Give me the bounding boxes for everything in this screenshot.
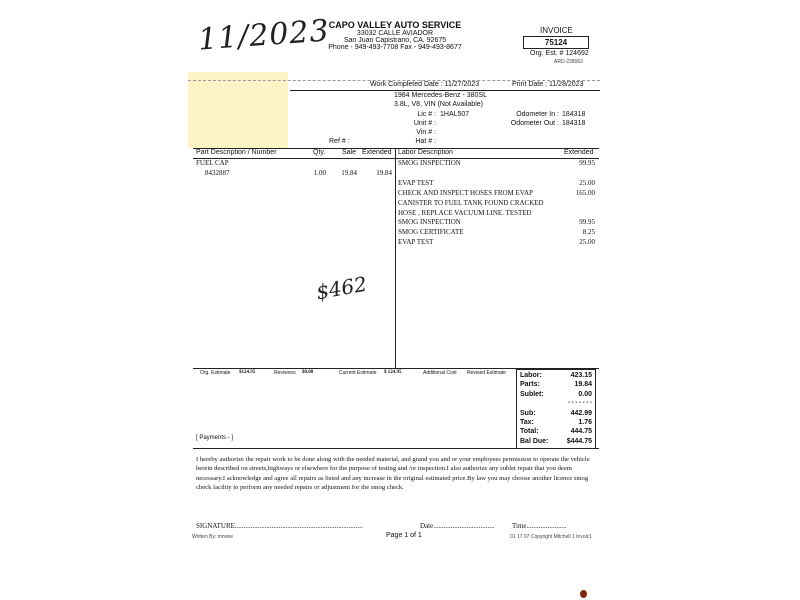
tax-label: Tax: xyxy=(520,419,534,426)
sublet-total-label: Sublet: xyxy=(520,391,544,398)
labor-desc: SMOG INSPECTION xyxy=(398,159,461,167)
parts-total-value: 19.84 xyxy=(574,381,592,388)
shop-address-2: San Juan Capistrano, CA. 92675 xyxy=(343,37,447,44)
labor-desc: CHECK AND INSPECT HOSES FROM EVAP xyxy=(398,189,533,197)
lic-value: 1HAL507 xyxy=(440,111,470,118)
print-date: Print Date : 11/28/2023 xyxy=(512,81,584,88)
labor-ext: 99.95 xyxy=(579,159,595,167)
divider xyxy=(290,90,600,91)
labor-desc: CANISTER TO FUEL TANK FOUND CRACKED xyxy=(398,199,544,207)
vehicle-model: 1984 Mercedes-Benz - 380SL xyxy=(394,92,487,99)
labor-ext: 165.00 xyxy=(575,189,595,197)
handwritten-date: 11/2023 xyxy=(196,13,331,58)
labor-ext: 99.95 xyxy=(579,218,595,226)
labor-total-value: 423.15 xyxy=(570,372,592,379)
time-line: Time....................... xyxy=(512,522,567,530)
tax-value: 1.76 xyxy=(578,419,592,426)
labor-desc: SMOG INSPECTION xyxy=(398,218,461,226)
page-number: Page 1 of 1 xyxy=(386,532,422,539)
labor-header-ext: Extended xyxy=(564,149,594,156)
part-sale: 19.84 xyxy=(341,169,357,177)
lic-label: Lic # : xyxy=(417,111,436,118)
written-by: Written By: mnone xyxy=(192,534,234,540)
authorization-text: I hereby authorize the repair work to be done along with the needed material, and grand you and or your employees permission to operate the vehicle herein described on streets,highways or elsewhere for the purpose of testing and /or inspection.I also authorize any sublet repair that you deem necessary.I acknowledge and agree all repairs as listed and any increase in the original estimated price.By law you may choose another licence smog check facility to perform any needed repairs or adjustment for the smog check. xyxy=(196,456,590,492)
total-value: 444.75 xyxy=(570,428,592,435)
copyright: 01 17 07 Copyright Mitchell 1 Invoic1 xyxy=(510,534,592,540)
org-estimate-label: Org. Estimate xyxy=(200,370,231,376)
org-estimate-value: $124.95 xyxy=(239,370,256,375)
balance-due-value: $444.75 xyxy=(566,438,592,445)
current-estimate-label: Current Estimate xyxy=(339,370,377,376)
balance-due-label: Bal Due: xyxy=(520,438,549,445)
handwritten-total: $462 xyxy=(314,271,369,305)
current-estimate-value: $ 124.95 xyxy=(384,370,402,375)
part-qty: 1.00 xyxy=(313,169,326,177)
sublet-total-value: 0.00 xyxy=(578,391,592,398)
org-est-number: Org. Est. # 124692 xyxy=(530,50,589,57)
labor-ext: 8.25 xyxy=(582,228,595,236)
parts-header-sale: Sale xyxy=(342,149,357,156)
work-completed-date: Work Completed Date : 11/27/2023 xyxy=(370,81,480,88)
labor-header-desc: Labor Description xyxy=(398,149,453,156)
odometer-out-label: Odometer Out : xyxy=(510,120,559,127)
labor-total-label: Labor: xyxy=(520,372,542,379)
vin-label: Vin # : xyxy=(416,129,436,136)
redacted-customer-block xyxy=(188,72,288,148)
date-line: Date................................... xyxy=(420,522,495,530)
divider xyxy=(193,158,599,159)
divider xyxy=(193,448,599,449)
totals-box xyxy=(516,369,596,449)
sub-total-label: Sub: xyxy=(520,410,536,417)
ard-number: ARD-228063 xyxy=(554,59,583,65)
shop-name: CAPO VALLEY AUTO SERVICE xyxy=(328,20,462,30)
invoice-label: INVOICE xyxy=(540,26,573,35)
additional-cost-label: Additional Cost xyxy=(423,370,457,376)
parts-header-qty: Qty. xyxy=(313,149,326,156)
labor-ext: 25.00 xyxy=(579,179,595,187)
shop-address-1: 33032 CALLE AVIADOR xyxy=(356,30,434,37)
part-extended: 19.84 xyxy=(376,169,392,177)
labor-desc: EVAP TEST xyxy=(398,179,434,187)
labor-ext: 25.00 xyxy=(579,238,595,246)
revisions-value: $0.00 xyxy=(302,370,314,375)
vehicle-engine: 3.8L, V8, VIN (Not Available) xyxy=(394,101,483,108)
parts-header-ext: Extended xyxy=(362,149,392,156)
labor-desc: HOSE , REPLACE VACUUM LINE. TESTED xyxy=(398,209,532,217)
part-desc: FUEL CAP xyxy=(196,159,229,167)
invoice-number: 75124 xyxy=(523,36,589,49)
labor-desc: EVAP TEST xyxy=(398,238,434,246)
odometer-in-label: Odometer In : xyxy=(516,111,559,118)
sub-total-value: 442.99 xyxy=(570,410,592,417)
stain-mark xyxy=(580,590,587,598)
totals-separator: - - - - - - - xyxy=(568,400,592,406)
total-label: Total: xyxy=(520,428,539,435)
unit-label: Unit # : xyxy=(413,120,436,127)
column-divider xyxy=(395,148,396,368)
hat-label: Hat # : xyxy=(415,138,436,145)
odometer-out-value: 184318 xyxy=(562,120,586,127)
signature-line: SIGNATURE......................................................................... xyxy=(196,522,363,530)
parts-header-desc: Part Description / Number xyxy=(196,149,277,156)
ref-label: Ref # : xyxy=(329,138,350,145)
parts-total-label: Parts: xyxy=(520,381,540,388)
labor-desc: SMOG CERTIFICATE xyxy=(398,228,464,236)
revisions-label: Revisions xyxy=(274,370,296,376)
payments-label: [ Payments - ] xyxy=(196,435,234,441)
odometer-in-value: 184318 xyxy=(562,111,586,118)
shop-header xyxy=(300,20,490,51)
part-number: 8432887 xyxy=(205,169,230,177)
shop-phone: Phone - 949-493-7708 Fax - 949-493-8677 xyxy=(328,44,462,51)
revised-estimate-label: Revised Estimate xyxy=(467,370,506,376)
